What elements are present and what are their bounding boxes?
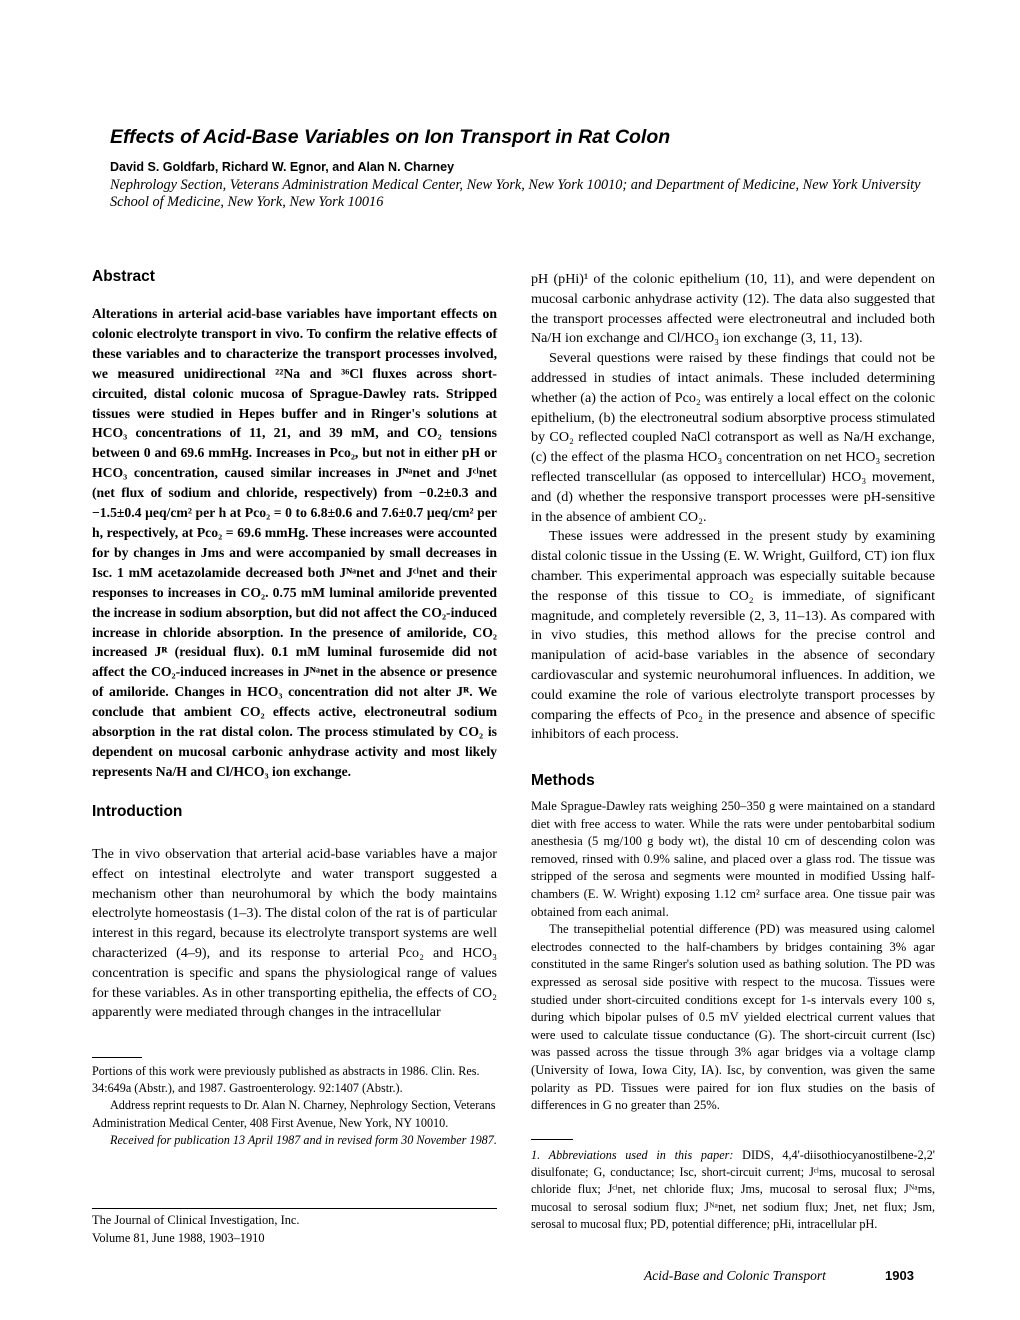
intro-paragraph-3: These issues were addressed in the present study by examining distal colonic tissue in the Ussing (E. W. Wright, Guilford, CT) ion flux chamber. This experimental approach was especially suitable because the response of this tissue to CO₂ is immediate, of significant magnitude, and completely reversible (2, 3, 11–13). As compared with in vivo studies, this method allows for the precise control and manipulation of acid-base variables in the absence of secondary cardiovascular and systemic neurohumoral influences. In addition, we could examine the role of various electrolyte transport processes by comparing the effects of Pco₂ in the presence and absence of specific inhibitors of each process.	[531, 528, 935, 743]
abbreviations-text: DIDS, 4,4'-diisothiocyanostilbene-2,2' disulfonate; G, conductance; Isc, short-circuit current; Jᶜˡms, mucosal to serosal chloride flux; Jᶜˡnet, net chloride flux; Jms, mucosal to serosal flux; Jᴺᵃms, mucosal to serosal sodium flux; Jᴺᵃnet, net sodium flux; Jnet, net flux; Jsm, serosal to mucosal flux; PD, potential difference; pHi, intracellular pH.	[531, 1148, 936, 1231]
journal-divider	[92, 1208, 497, 1209]
author-list: David S. Goldfarb, Richard W. Egnor, and Alan N. Charney	[110, 160, 455, 174]
introduction-continued	[531, 270, 935, 745]
intro-paragraph-1: pH (pHi)¹ of the colonic epithelium (10, 11), and were dependent on mucosal carbonic anhydrase activity (12). The data also suggested that the transport processes affected were electroneutral and included both Na/H ion exchange and Cl/HCO₃ ion exchange (3, 11, 13).	[531, 271, 935, 347]
intro-paragraph-2: Several questions were raised by these findings that could not be addressed in studies of intact animals. These included determining whether (a) the action of Pco₂ was entirely a local effect on the colonic epithelium, (b) the electroneutral sodium absorptive process stimulated by CO₂ reflected coupled NaCl cotransport as well as Na/H exchange, (c) the effect of the plasma HCO₃ concentration on net HCO₃ secretion reflected transcellular (as opposed to intercellular) HCO₃ movement, and (d) whether the responsive transport processes were pH-sensitive in the absence of ambient CO₂.	[531, 350, 935, 525]
footnote-previous-publication: Portions of this work were previously published as abstracts in 1986. Clin. Res. 34:649a (Abstr.), and 1987. Gastroenterology. 92:1407 (Abstr.).	[92, 1064, 480, 1096]
journal-info	[92, 1212, 497, 1247]
footnote-reprint-address: Address reprint requests to Dr. Alan N. Charney, Nephrology Section, Veterans Administration Medical Center, 408 First Avenue, New York, NY 10010.	[92, 1098, 496, 1130]
introduction-heading: Introduction	[92, 803, 183, 820]
abbreviations-footnote	[531, 1147, 935, 1233]
abstract-text: Alterations in arterial acid-base variables have important effects on colonic electrolyte transport in vivo. To confirm the relative effects of these variables and to characterize the transport processes involved, we measured unidirectional ²²Na and ³⁶Cl fluxes across short-circuited, distal colonic mucosa of Sprague-Dawley rats. Stripped tissues were studied in Hepes buffer and in Ringer's solutions at HCO₃ concentrations of 11, 21, and 39 mM, and CO₂ tensions between 0 and 69.6 mmHg. Increases in Pco₂, but not in either pH or HCO₃ concentration, caused similar increases in Jᴺᵃnet and Jᶜˡnet (net flux of sodium and chloride, respectively) from −0.2±0.3 and −1.5±0.4 μeq/cm² per h at Pco₂ = 0 to 6.8±0.6 and 7.6±0.7 μeq/cm² per h, respectively, at Pco₂ = 69.6 mmHg. These increases were accounted for by changes in Jms and were accompanied by small decreases in Isc. 1 mM acetazolamide decreased both Jᴺᵃnet and Jᶜˡnet and their responses to increases in CO₂. 0.75 mM luminal amiloride prevented the increase in sodium absorption, but did not affect the CO₂-induced increase in chloride absorption. In the presence of amiloride, CO₂ increased Jᴿ (residual flux). 0.1 mM luminal furosemide did not affect the CO₂-induced increases in Jᴺᵃnet in the absence or presence of amiloride. Changes in HCO₃ concentration did not alter Jᴿ. We conclude that ambient CO₂ effects active, electroneutral sodium absorption in the rat distal colon. The process stimulated by CO₂ is dependent on mucosal carbonic anhydrase activity and most likely represents Na/H and Cl/HCO₃ ion exchange.	[92, 306, 498, 779]
methods-section	[531, 772, 935, 1115]
introduction-text: The in vivo observation that arterial acid-base variables have a major effect on intestinal electrolyte and water transport suggested a mechanism other than neurohumoral by which the body maintains electrolyte homeostasis (1–3). The distal colon of the rat is of particular interest in this regard, because its electrolyte transport systems are well characterized (4–9), and its response to arterial Pco₂ and HCO₃ concentration is specific and spans the physiological range of values for these variables. As in other transporting epithelia, the effects of CO₂ apparently were mediated through changes in the intracellular	[92, 846, 497, 1021]
methods-heading: Methods	[531, 772, 595, 789]
methods-paragraph-2: The transepithelial potential difference (PD) was measured using calomel electrodes connected to the half-chambers by bridges containing 3% agar constituted in the same Ringer's solution used as bathing solution. The PD was expressed as serosal side positive with respect to the mucosa. Tissues were studied under short-circuited conditions except for 1-s intervals every 100 s, during which bipolar pulses of 0.5 mV yielded electrical current values that were used to calculate tissue conductance (G). The short-circuit current (Isc) was passed across the tissue through 3% agar bridges via a voltage clamp (University of Iowa, Iowa City, IA). Isc, by convention, was given the same polarity as PD. Tissues were paired for ion flux studies on the basis of differences in G no greater than 25%.	[531, 922, 935, 1113]
left-footnotes	[92, 1063, 497, 1149]
abbreviations-label: 1. Abbreviations used in this paper:	[531, 1148, 734, 1162]
page-number: 1903	[885, 1268, 914, 1283]
abstract-heading: Abstract	[92, 268, 155, 285]
abbrev-divider	[531, 1139, 573, 1140]
journal-volume: Volume 81, June 1988, 1903–1910	[92, 1230, 265, 1245]
running-title: Acid-Base and Colonic Transport	[644, 1268, 826, 1283]
methods-paragraph-1: Male Sprague-Dawley rats weighing 250–350 g were maintained on a standard diet with free access to water. While the rats were under pentobarbital sodium anesthesia (5 mg/100 g body wt), the distal 10 cm of descending colon was removed, rinsed with 0.9% saline, and placed over a glass rod. The tissue was stripped of the serosa and segments were mounted in modified Ussing half-chambers (E. W. Wright) exposing 1.12 cm² surface area. One tissue pair was obtained from each animal.	[531, 799, 935, 919]
affiliation: Nephrology Section, Veterans Administration Medical Center, New York, New York 10010; and Department of Medicine, New York University School of Medicine, New York, New York 10016	[110, 177, 921, 210]
footnote-received: Received for publication 13 April 1987 and in revised form 30 November 1987.	[110, 1132, 497, 1147]
footnote-divider	[92, 1057, 142, 1058]
introduction-section	[92, 803, 497, 1023]
journal-name: The Journal of Clinical Investigation, Inc.	[92, 1213, 300, 1227]
article-title: Effects of Acid-Base Variables on Ion Transport in Rat Colon	[110, 126, 671, 148]
abstract-section	[92, 268, 497, 782]
